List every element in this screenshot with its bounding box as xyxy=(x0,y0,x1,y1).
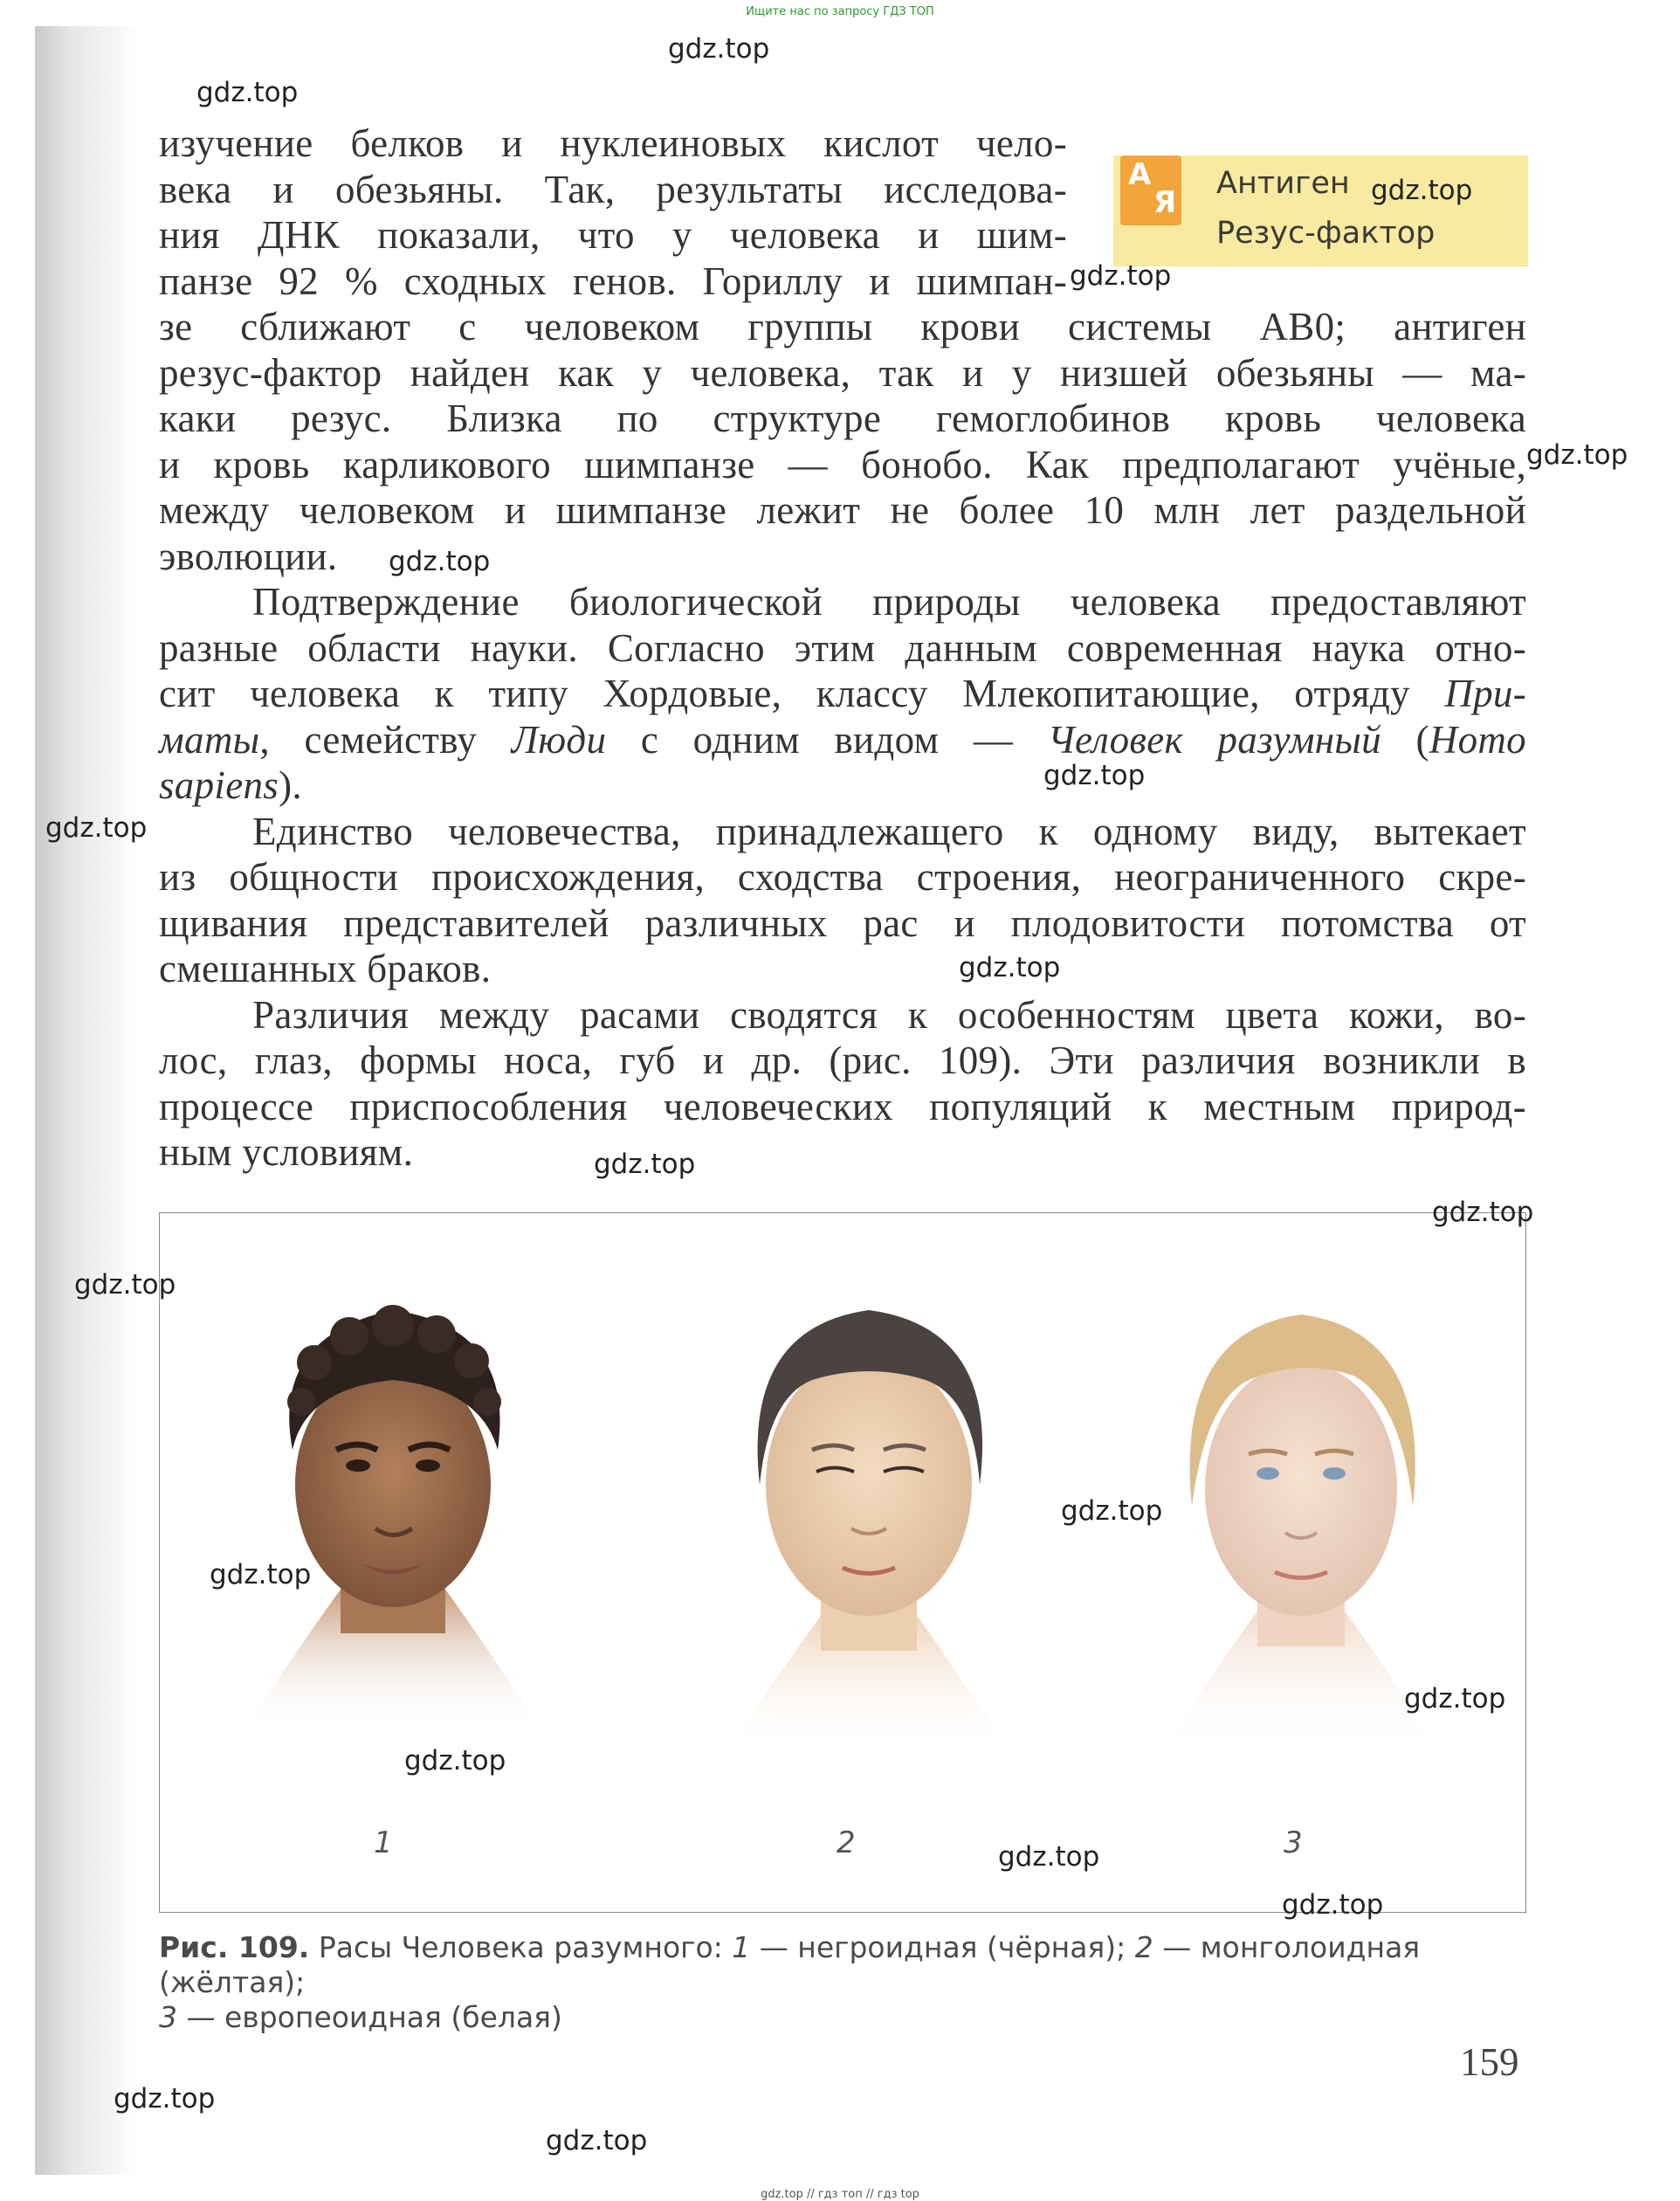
text-line: смешанных браков. xyxy=(159,947,492,990)
watermark: gdz.top xyxy=(1282,1889,1384,1921)
header-note: Ищите нас по запросу ГДЗ ТОП xyxy=(746,5,934,18)
watermark: gdz.top xyxy=(1404,1683,1506,1715)
watermark: gdz.top xyxy=(1526,439,1628,471)
caption-label: Рис. 109. xyxy=(159,1930,310,1964)
caption-line-2: 3 — европеоидная (белая) xyxy=(159,2000,562,2034)
text-line: из общности происхождения, сходства строения, неограниченного скре- xyxy=(159,855,1526,899)
text-line: между человеком и шимпанзе лежит не более 10 млн лет раздельной xyxy=(159,488,1526,532)
text-line: ния ДНК показали, что у человека и шим- xyxy=(159,213,1067,257)
text-line: и кровь карликового шимпанзе — бонобо. Как предполагают учёные, xyxy=(159,442,1526,486)
text-line: щивания представителей различных рас и плодовитости потомства от xyxy=(159,900,1526,945)
footer-note: gdz.top // гдз топ // гдз top xyxy=(761,2188,919,2201)
watermark: gdz.top xyxy=(668,33,770,65)
glossary-icon xyxy=(1120,155,1181,225)
glossary-term-rh-factor: Резус-фактор xyxy=(1216,216,1436,251)
page-binding-shadow xyxy=(35,26,140,2175)
paragraph-1-full xyxy=(159,304,1526,1176)
watermark: gdz.top xyxy=(998,1841,1100,1873)
glossary-icon-letter-a: А xyxy=(1128,157,1152,192)
watermark: gdz.top xyxy=(45,812,148,844)
figure-number-2: 2 xyxy=(837,1825,856,1860)
watermark: gdz.top xyxy=(74,1269,176,1301)
watermark: gdz.top xyxy=(1043,760,1146,791)
watermark: gdz.top xyxy=(594,1149,696,1180)
watermark: gdz.top xyxy=(1070,260,1172,292)
caption-line-1: Рис. 109. Расы Человека разумного: 1 — негроидная (чёрная); 2 — монголоидная (жёлтая); xyxy=(159,1930,1421,1999)
text-line: резус-фактор найден как у человека, так и у низшей обезьяны — ма- xyxy=(159,350,1526,395)
watermark: gdz.top xyxy=(546,2125,648,2156)
page-number: 159 xyxy=(1460,2040,1519,2084)
watermark: gdz.top xyxy=(1371,175,1473,206)
text-line: процессе приспособления человеческих популяций к местным природ- xyxy=(159,1084,1526,1128)
watermark: gdz.top xyxy=(404,1745,506,1777)
text-line: Различия между расами сводятся к особенностям цвета кожи, во- xyxy=(252,992,1526,1037)
text-line: Подтверждение биологической природы человека предоставляют xyxy=(252,580,1526,624)
figure-caption xyxy=(159,1930,1526,2035)
text-line: века и обезьяны. Так, результаты исследова- xyxy=(159,167,1067,211)
text-line: эволюции. xyxy=(159,534,338,578)
watermark: gdz.top xyxy=(210,1559,312,1590)
figure-number-1: 1 xyxy=(374,1825,393,1860)
watermark: gdz.top xyxy=(114,2083,216,2115)
portrait-negroid xyxy=(210,1275,576,1764)
text-line: Единство человечества, принадлежащего к одному виду, вытекает xyxy=(252,809,1526,853)
portrait-mongoloid xyxy=(699,1266,1039,1773)
watermark: gdz.top xyxy=(389,546,491,577)
text-line: панзе 92 % сходных генов. Гориллу и шимпан- xyxy=(159,259,1067,303)
text-line: сит человека к типу Хордовые, классу Млекопитающие, отряду При- xyxy=(159,672,1526,715)
watermark: gdz.top xyxy=(1432,1197,1534,1228)
watermark: gdz.top xyxy=(959,952,1061,983)
text-line: изучение белков и нуклеиновых кислот чело- xyxy=(159,121,1067,165)
text-line: лос, глаз, формы носа, губ и др. (рис. 109). Эти различия возникли в xyxy=(159,1038,1526,1082)
text-line: sapiens). xyxy=(159,763,302,807)
text-line: каки резус. Близка по структуре гемоглобинов кровь человека xyxy=(159,397,1526,440)
text-line: маты, семейству Люди с одним видом — Человек разумный (Homo xyxy=(159,717,1526,762)
text-line: зе сближают с человеком группы крови системы AB0; антиген xyxy=(159,305,1526,348)
paragraph-1-narrow xyxy=(159,121,1067,304)
glossary-icon-letter-ya: Я xyxy=(1153,185,1177,220)
glossary-term-antigen: Антиген xyxy=(1216,166,1350,201)
watermark: gdz.top xyxy=(1061,1495,1163,1527)
figure-number-3: 3 xyxy=(1284,1825,1303,1860)
text-line: ным условиям. xyxy=(159,1130,414,1174)
watermark: gdz.top xyxy=(196,77,299,108)
text-line: разные области науки. Согласно этим данным современная наука отно- xyxy=(159,625,1526,670)
